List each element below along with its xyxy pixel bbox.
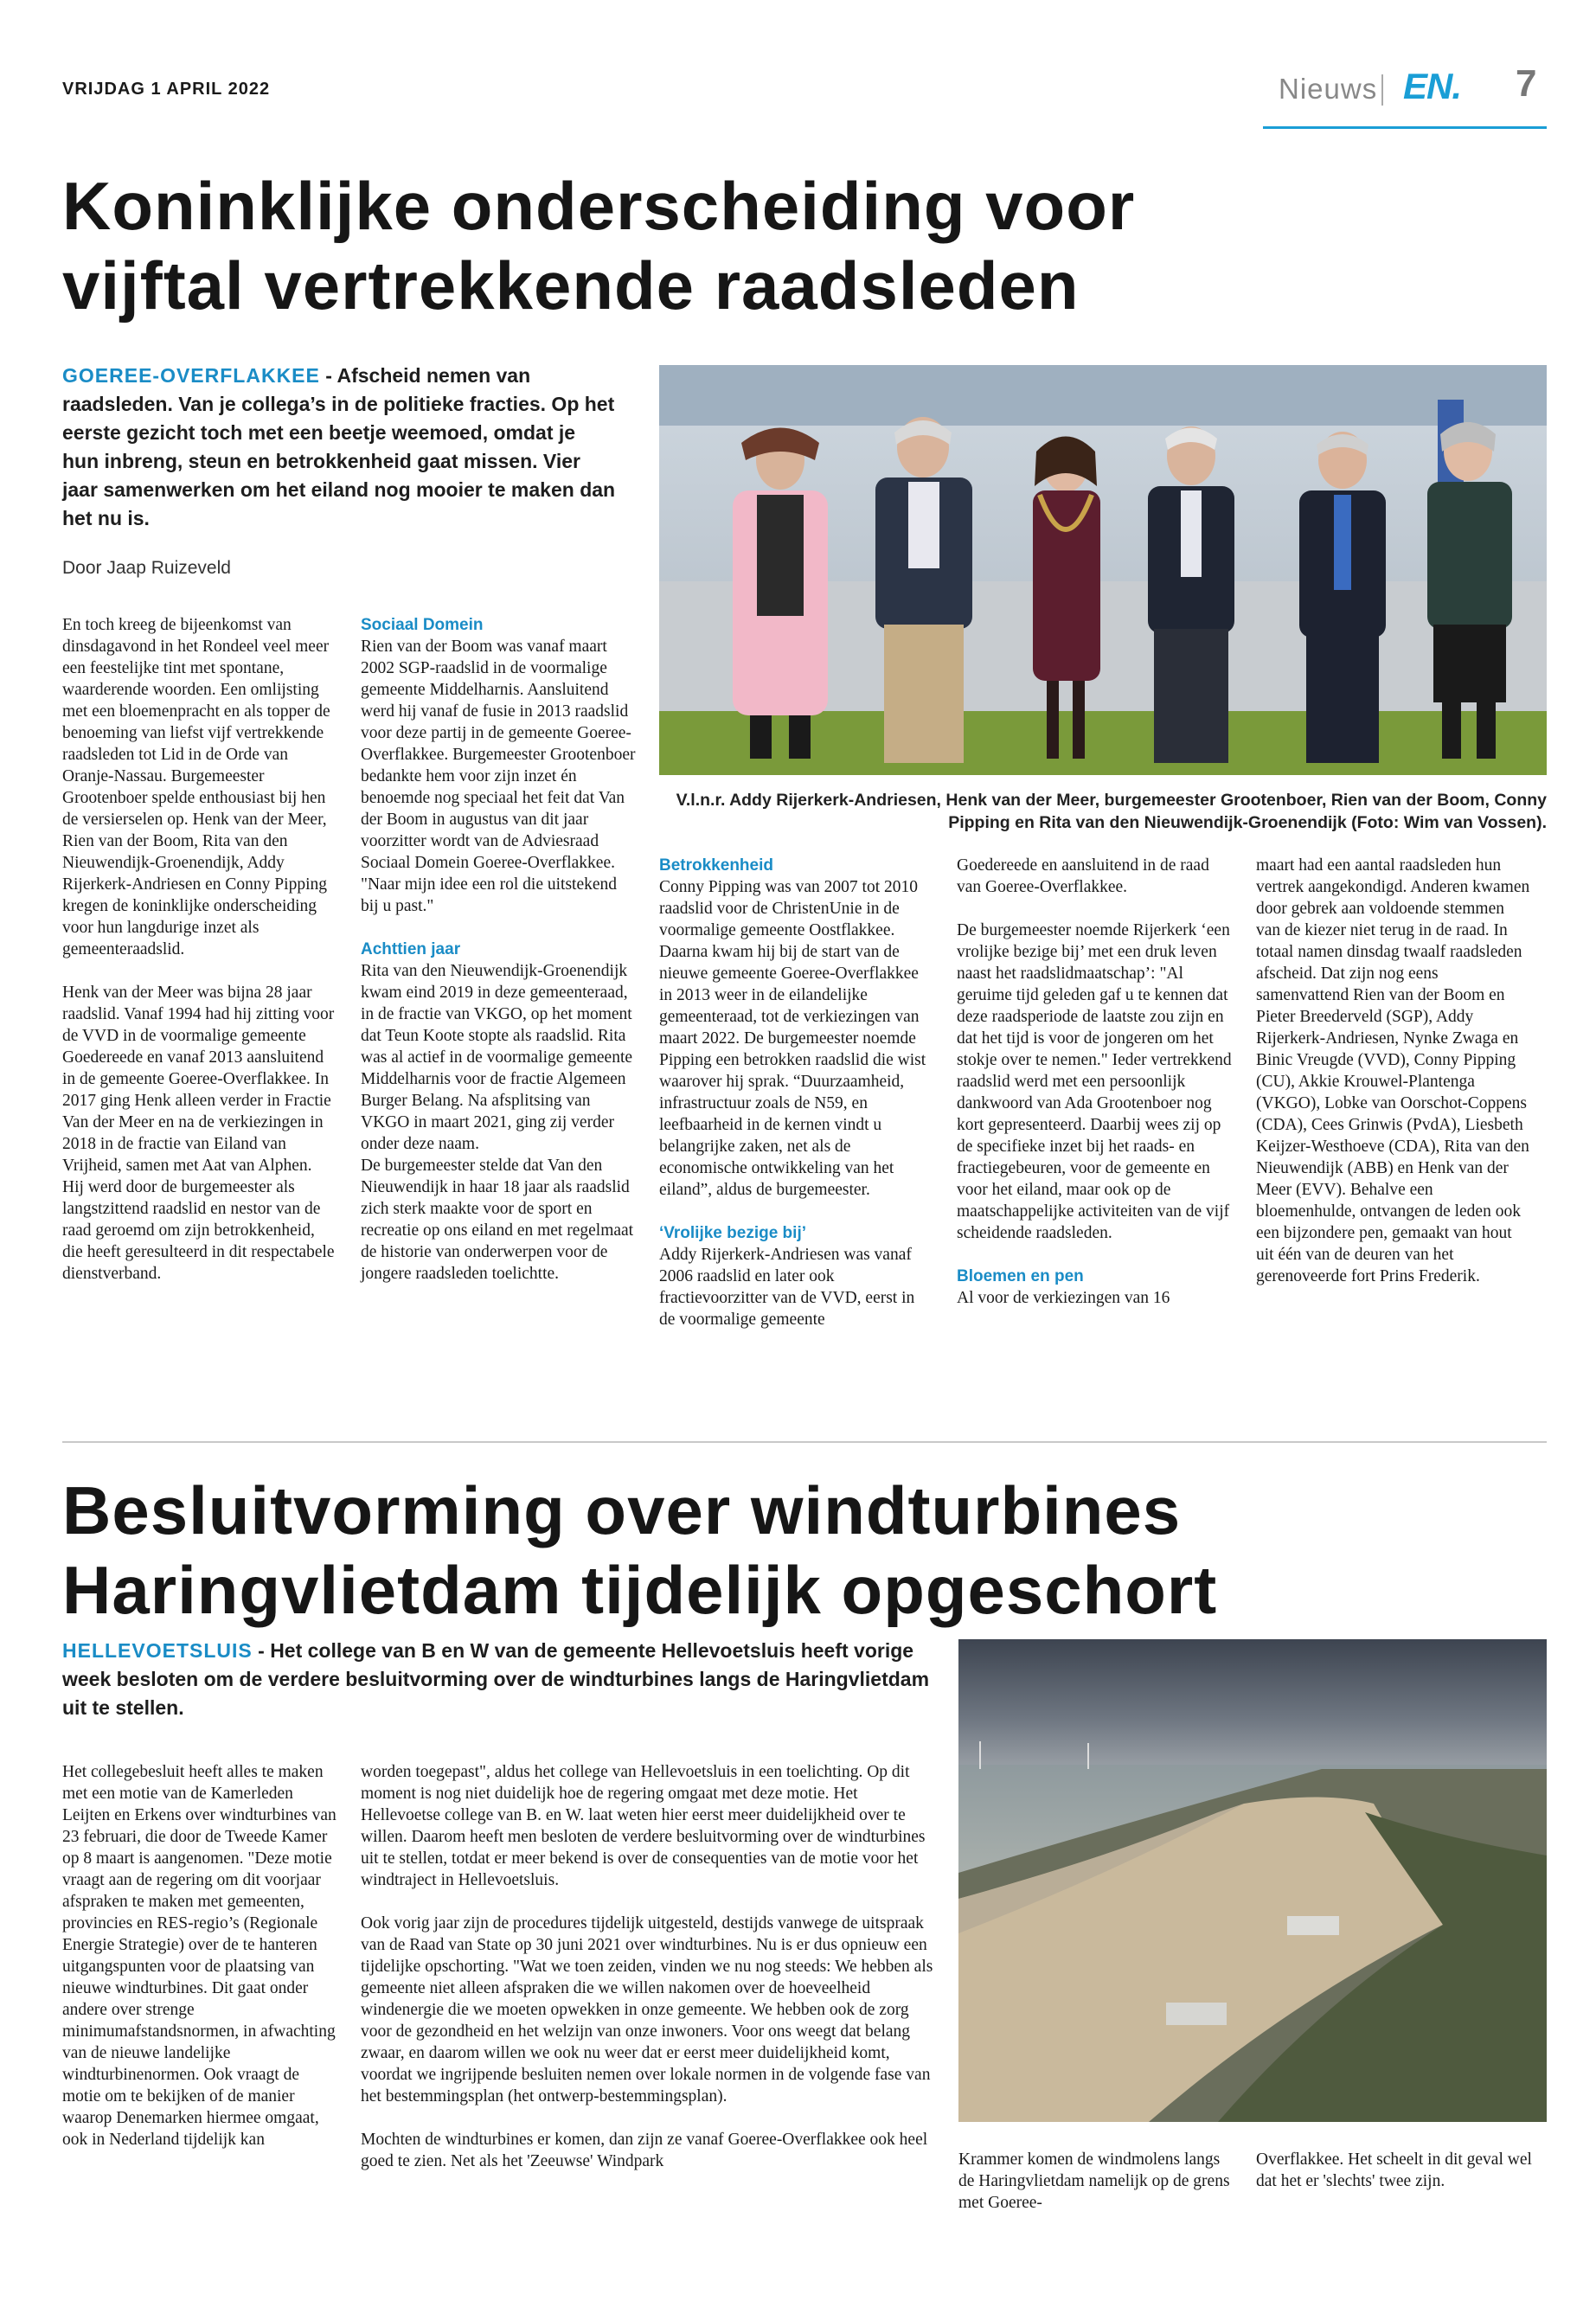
subheading-bloemen-en-pen: Bloemen en pen bbox=[957, 1267, 1084, 1285]
page-number: 7 bbox=[1516, 62, 1537, 105]
article1-col1-paragraph: Henk van der Meer was bijna 28 jaar raadslid. Vanaf 1994 had hij zitting voor de VVD in de voormalige gemeente Goedereede en vanaf 2013 aansluitend in de gemeente Goeree-Overflakkee. In 2017 ging Henk alleen verder in Fractie Van der Meer en na de verkiezingen in 2018 in de fractie van Eiland van Vrijheid, samen met Aat van Alphen. Hij werd door de burgemeester als langstzittend raadslid en nestor van de raad geroemd om zijn betrokkenheid, die heeft geresulteerd in dit respectabele dienstverband. bbox=[62, 984, 335, 1283]
article1-column-1 bbox=[62, 614, 337, 1306]
article1-column-5 bbox=[1256, 855, 1531, 1309]
article1-col4-paragraph: Al voor de verkiezingen van 16 bbox=[957, 1289, 1170, 1307]
article1-col2-paragraph: Rita van den Nieuwendijk-Groenendijk kwam eind 2019 in deze gemeenteraad, in de fractie van VKGO, op het moment dat Teun Koote stopte als raadslid. Rita was al actief in de voormalige gemeente Middelharnis voor de fractie Algemeen Burger Belang. Na afsplitsing van VKGO in maart 2021, ging zij verder onder deze naam. bbox=[361, 962, 633, 1153]
article2-lead-text: - Het college van B en W van de gemeente Hellevoetsluis heeft vorige week besloten om de verdere besluitvorming over de windturbines langs de Haringvlietdam uit te stellen. bbox=[62, 1639, 930, 1719]
header-rule bbox=[1263, 126, 1547, 129]
article1-col4-paragraph: De burgemeester noemde Rijerkerk ‘een vrolijke bezige bij’ met een druk leven naast het raadslidmaatschap’: "Al geruime tijd geleden gaf u te kennen dat deze raadsperiode de laatste zou zijn en dat het tijd is voor de jongeren om het stokje over te nemen." Ieder vertrekkend raadslid werd met een persoonlijk dankwoord van Ada Grootenboer nog kort gepresenteerd. Daarbij wees zij op de specifieke inzet bij het raads- en fractiegebeuren, voor de gemeente en voor het eiland, maar ook op de maatschappelijke activiteiten van de vijf scheidende raadsleden. bbox=[957, 921, 1232, 1242]
article1-column-3 bbox=[659, 855, 934, 1352]
article1-col3-paragraph: Addy Rijerkerk-Andriesen was vanaf 2006 raadslid en later ook fractievoorzitter van de VVD, eerst in de voormalige gemeente bbox=[659, 1246, 915, 1329]
article1-column-4 bbox=[957, 855, 1232, 1330]
header-separator bbox=[1381, 74, 1383, 106]
article1-col2-paragraph: Rien van der Boom was vanaf maart 2002 SGP-raadslid in de voormalige gemeente Middelharnis. Aansluitend werd hij vanaf de fusie in 2013 raadslid voor deze partij in de gemeente Goeree-Overflakkee. Burgemeester Grootenboer bedankte hem voor zijn inzet én benoemde nog speciaal het feit dat Van der Boom in augustus van dit jaar voorzitter wordt van de Adviesraad Sociaal Domein Goeree-Overflakkee. "Naar mijn idee een rol die uitstekend bij u past." bbox=[361, 638, 636, 915]
haringvlietdam-aerial-photo bbox=[958, 1639, 1547, 2122]
article2-col2-paragraph: worden toegepast", aldus het college van Hellevoetsluis in een toelichting. Op dit moment is nog niet duidelijk hoe de regering omgaat met deze motie. Het Hellevoetse college van B. en W. laat weten hier eerst meer duidelijkheid over te willen. Daarom heeft men besloten de verdere besluitvorming over de windturbines uit te stellen, totdat er meer bekend is over de consequenties van de motie voor het windtraject in Hellevoetsluis. bbox=[361, 1763, 926, 1889]
article1-headline-line1: Koninklijke onderscheiding voor bbox=[62, 168, 1136, 244]
article1-photo-caption: V.l.n.r. Addy Rijerkerk-Andriesen, Henk van der Meer, burgemeester Grootenboer, Rien van der Boom, Conny Pipping en Rita van den Nieuwendijk-Groenendijk (Foto: Wim van Vossen). bbox=[676, 791, 1547, 832]
article1-col5-paragraph: maart had een aantal raadsleden hun vertrek aangekondigd. Anderen kwamen door gebrek aan voldoende stemmen van de kiezer niet terug in de raad. In totaal namen dinsdag twaalf raadsleden afscheid. Dat zijn nog eens samenvattend Rien van der Boom en Pieter Breederveld (SGP), Addy Rijerkerk-Andriesen, Nynke Zwaga en Binic Vreugde (VVD), Conny Pipping (CU), Akkie Krouwel-Plantenga (VKGO), Lobke van Oorschot-Coppens (CDA), Cees Grinwis (PvdA), Liesbeth Keijzer-Westhoeve (CDA), Rita van den Nieuwendijk (ABB) en Henk van der Meer (EVV). Behalve een bloemenhulde, ontvangen de leden ook een bijzondere pen, gemaakt van hout uit één van de deuren van het gerenoveerde fort Prins Frederik. bbox=[1256, 856, 1530, 1285]
article2-photo-caption-right: Overflakkee. Het scheelt in dit geval wel dat het er 'slechts' twee zijn. bbox=[1256, 2150, 1532, 2190]
article2-headline-line2: Haringvlietdam tijdelijk opgeschort bbox=[62, 1552, 1218, 1628]
subheading-achttien-jaar: Achttien jaar bbox=[361, 940, 461, 958]
article1-lead bbox=[62, 362, 616, 533]
article1-col4-paragraph: Goedereede en aansluitend in de raad van Goeree-Overflakkee. bbox=[957, 856, 1209, 896]
subheading-betrokkenheid: Betrokkenheid bbox=[659, 856, 773, 875]
article1-headline bbox=[62, 166, 1187, 325]
article2-location: HELLEVOETSLUIS bbox=[62, 1639, 253, 1662]
article1-lead-text: - Afscheid nemen van raadsleden. Van je collega’s in de politieke fracties. Op het eerste gezicht toch met een beetje weemoed, omdat je hun inbreng, steun en betrokkenheid gaat missen. Vier jaar samenwerken om het eiland nog mooier te maken dan het nu is. bbox=[62, 364, 616, 529]
article2-column-2 bbox=[361, 1761, 940, 2194]
article2-headline-line1: Besluitvorming over windturbines bbox=[62, 1472, 1182, 1548]
section-label: Nieuws bbox=[1279, 73, 1378, 105]
article2-photo-caption-left: Krammer komen de windmolens langs de Haringvlietdam namelijk op de grens met Goeree- bbox=[958, 2150, 1230, 2212]
article1-col2-paragraph: De burgemeester stelde dat Van den Nieuwendijk in haar 18 jaar als raadslid zich sterk maakte voor de sport en recreatie op ons eiland en met regelmaat de historie van onderwerpen voor de jongere raadsleden toelichtte. bbox=[361, 1157, 634, 1283]
council-group-photo bbox=[659, 365, 1547, 775]
subheading-vrolijke-bezige-bij: ‘Vrolijke bezige bij’ bbox=[659, 1224, 806, 1242]
issue-date: VRIJDAG 1 APRIL 2022 bbox=[62, 80, 271, 99]
article1-byline: Door Jaap Ruizeveld bbox=[62, 558, 231, 578]
article2-column-1 bbox=[62, 1761, 337, 2172]
article2-col2-paragraph: Mochten de windturbines er komen, dan zijn ze vanaf Goeree-Overflakkee ook heel goed te zien. Net als het 'Zeeuwse' Windpark bbox=[361, 2131, 928, 2170]
article2-headline bbox=[62, 1471, 1273, 1630]
article-divider bbox=[62, 1441, 1547, 1443]
article2-col2-paragraph: Ook vorig jaar zijn de procedures tijdelijk uitgesteld, destijds vanwege de uitspraak van de Raad van State op 30 juni 2021 over windturbines. Nu is er dus opnieuw een tijdelijke opschorting. "Wat we toen zeiden, vinden we nu nog steeds: We hebben als gemeente niet alleen afspraken die we willen nakomen over de hoeveelheid windenergie die we moeten opwekken in onze gemeente. We hebben ook de zorg voor de gezondheid en het welzijn van onze inwoners. Voor ons weegt dat belang zwaar, en daarom willen we ook nu weer dat er eerst meer duidelijkheid komt, voordat we ingrijpende besluiten nemen over lokale normen in de volgende fase van het bestemmingsplan (het ontwerp-bestemmingsplan). bbox=[361, 1914, 933, 2106]
article2-col1-paragraph: Het collegebesluit heeft alles te maken met een motie van de Kamerleden Leijten en Erkens over windturbines van 23 februari, die door de Tweede Kamer op 8 maart is aangenomen. "Deze motie vraagt aan de regering om dit voorjaar afspraken te maken met gemeenten, provincies en RES-regio’s (Regionale Energie Strategie) over de te hanteren uitgangspunten voor de plaatsing van nieuwe windturbines. Dit gaat onder andere over strenge minimumafstandsnormen, in afwachting van de nieuwe landelijke windturbinenormen. Ook vraagt de motie om te bekijken of de manier waarop Denemarken hiermee omgaat, ook in Nederland tijdelijk kan bbox=[62, 1763, 337, 2149]
article1-col1-paragraph: En toch kreeg de bijeenkomst van dinsdagavond in het Rondeel veel meer een feestelijke tint met spontane, waarderende woorden. Een omlijsting met een bloemenpracht en als topper de benoeming van liefst vijf vertrekkende raadsleden tot Lid in de Orde van Oranje-Nassau. Burgemeester Grootenboer spelde enthousiast bij hen de versierselen op. Henk van der Meer, Rien van der Boom, Rita van den Nieuwendijk-Groenendijk, Addy Rijerkerk-Andriesen en Conny Pipping kregen de koninklijke onderscheiding voor hun langdurige inzet als gemeenteraadslid. bbox=[62, 616, 330, 958]
article1-column-2 bbox=[361, 614, 636, 1306]
article1-col3-paragraph: Conny Pipping was van 2007 tot 2010 raadslid voor de ChristenUnie in de voormalige gemeente Oostflakkee. Daarna kwam hij bij de start van de nieuwe gemeente Goeree-Overflakkee in 2013 weer in de eilandelijke gemeenteraad, tot de verkiezingen van maart 2022. De burgemeester noemde Pipping een betrokken raadslid die wist waarover hij sprak. “Duurzaamheid, infrastructuur zoals de N59, en leefbaarheid in de kernen vindt u belangrijke zaken, net als de economische ontwikkeling van het eiland”, aldus de burgemeester. bbox=[659, 878, 926, 1199]
article1-headline-line2: vijftal vertrekkende raadsleden bbox=[62, 247, 1080, 324]
publication-logo: EN. bbox=[1403, 66, 1462, 106]
subheading-sociaal-domein: Sociaal Domein bbox=[361, 616, 484, 634]
article2-photo bbox=[958, 1639, 1547, 2122]
article1-photo bbox=[659, 365, 1547, 775]
article1-location: GOEREE-OVERFLAKKEE bbox=[62, 364, 320, 387]
article2-lead bbox=[62, 1637, 936, 1722]
